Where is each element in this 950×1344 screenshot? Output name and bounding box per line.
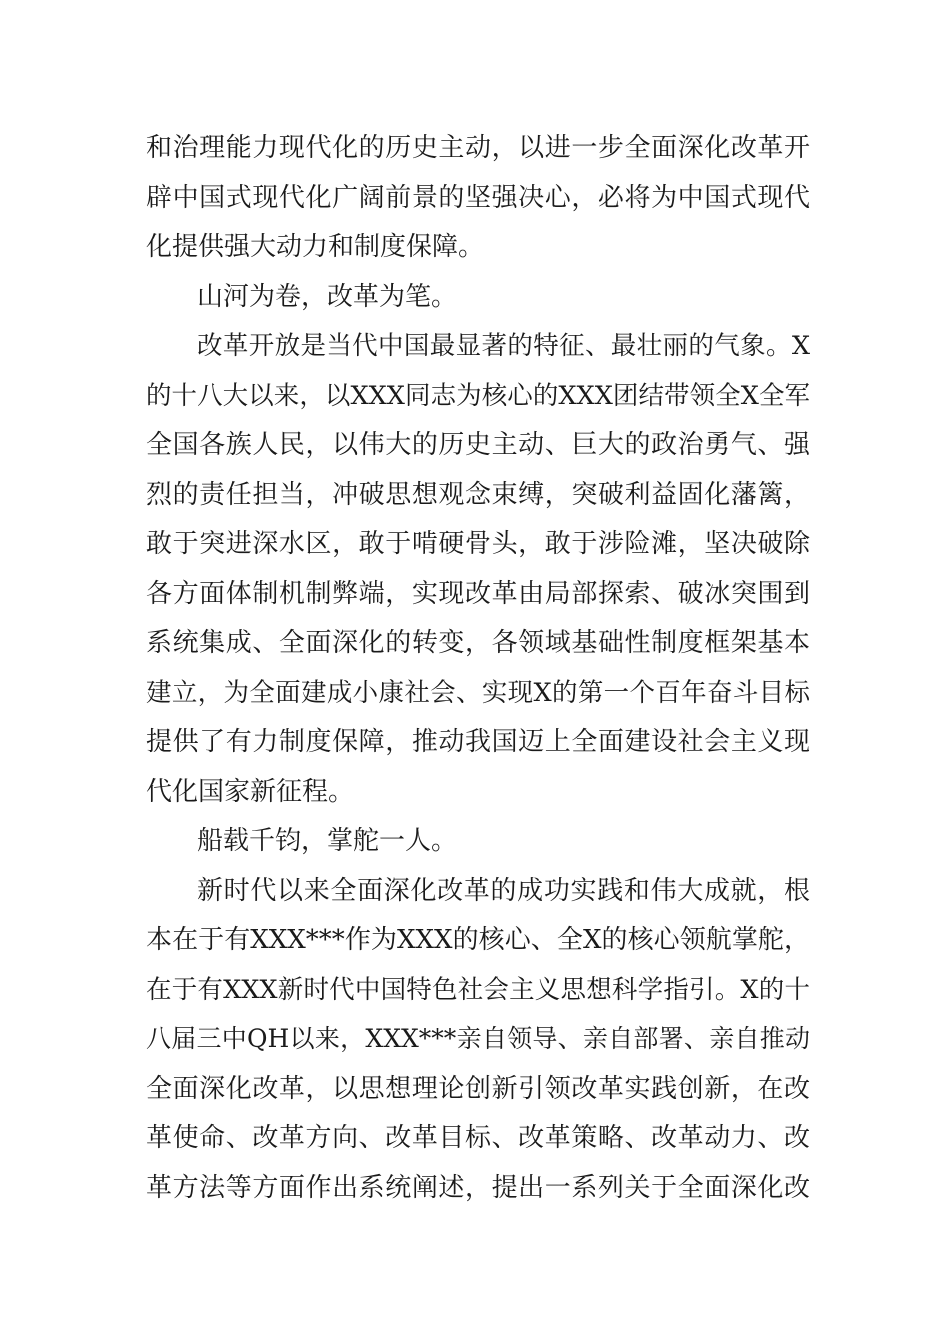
text-line: 化提供强大动力和制度保障。 bbox=[146, 232, 485, 262]
text-line: 船载千钧，掌舵一人。 bbox=[197, 826, 458, 856]
text-line: 八届三中QH以来，XXX***亲自领导、亲自部署、亲自推动 bbox=[146, 1024, 810, 1053]
text-line: 改革开放是当代中国最显著的特征、最壮丽的气象。X bbox=[197, 331, 810, 361]
text-line: 和治理能力现代化的历史主动，以进一步全面深化改革开 bbox=[146, 133, 810, 163]
text-line: 革使命、改革方向、改革目标、改革策略、改革动力、改 bbox=[146, 1123, 810, 1153]
text-line: 提供了有力制度保障，推动我国迈上全面建设社会主义现 bbox=[146, 727, 810, 757]
text-line: 的十八大以来，以XXX同志为核心的XXX团结带领全X全军 bbox=[146, 380, 810, 411]
text-line: 全国各族人民，以伟大的历史主动、巨大的政治勇气、强 bbox=[146, 430, 810, 460]
text-line: 各方面体制机制弊端，实现改革由局部探索、破冰突围到 bbox=[146, 578, 810, 609]
text-line: 烈的责任担当，冲破思想观念束缚，突破利益固化藩篱， bbox=[146, 479, 810, 510]
text-line: 新时代以来全面深化改革的成功实践和伟大成就，根 bbox=[197, 875, 810, 906]
text-line: 山河为卷，改革为笔。 bbox=[197, 281, 458, 312]
text-line: 全面深化改革，以思想理论创新引领改革实践创新，在改 bbox=[146, 1073, 810, 1104]
text-line: 代化国家新征程。 bbox=[146, 776, 355, 807]
text-line: 建立，为全面建成小康社会、实现X的第一个百年奋斗目标 bbox=[146, 677, 810, 708]
text-line: 革方法等方面作出系统阐述，提出一系列关于全面深化改 bbox=[146, 1172, 810, 1203]
text-line: 辟中国式现代化广阔前景的坚强决心，必将为中国式现代 bbox=[146, 182, 810, 213]
text-line: 在于有XXX新时代中国特色社会主义思想科学指引。X的十 bbox=[146, 974, 810, 1005]
text-line: 本在于有XXX***作为XXX的核心、全X的核心领航掌舵， bbox=[146, 925, 810, 955]
text-line: 敢于突进深水区，敢于啃硬骨头，敢于涉险滩，坚决破除 bbox=[146, 529, 810, 559]
text-line: 系统集成、全面深化的转变，各领域基础性制度框架基本 bbox=[146, 628, 810, 658]
